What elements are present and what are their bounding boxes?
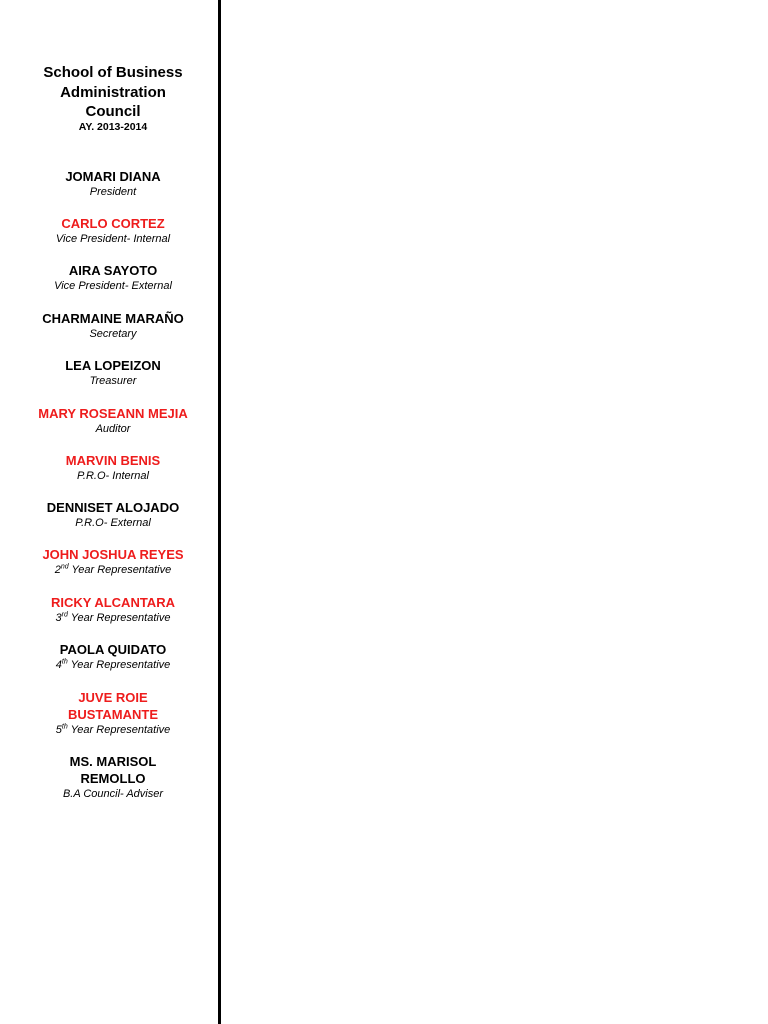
member-role-year-number: 5 bbox=[55, 724, 62, 736]
member-role-ordinal-suffix: th bbox=[61, 658, 68, 666]
member-entry bbox=[0, 357, 226, 388]
member-entry bbox=[0, 262, 226, 293]
member-name: AIRA SAYOTO bbox=[68, 263, 158, 278]
member-role bbox=[0, 563, 226, 577]
blank-content-area bbox=[221, 0, 768, 1024]
academic-year: AY. 2013-2014 bbox=[78, 121, 148, 133]
member-name: MARY ROSEANN MEJIA bbox=[38, 406, 188, 421]
member-entry bbox=[0, 215, 226, 246]
council-title-line-1: School of Business bbox=[43, 64, 183, 81]
member-role: Auditor bbox=[95, 423, 131, 435]
member-role: P.R.O- Internal bbox=[77, 470, 149, 482]
member-role bbox=[0, 723, 226, 737]
member-role-text: Year Representative bbox=[70, 659, 171, 671]
member-role-ordinal-suffix: nd bbox=[60, 563, 69, 571]
member-entry bbox=[0, 546, 226, 577]
member-role-ordinal-suffix: rd bbox=[61, 611, 68, 619]
council-title-line-2: Administration bbox=[60, 83, 166, 101]
member-name: PAOLA QUIDATO bbox=[59, 642, 167, 657]
member-role: Treasurer bbox=[89, 375, 137, 387]
member-role-text: Year Representative bbox=[70, 724, 171, 736]
member-entry bbox=[0, 499, 226, 530]
member-entry bbox=[0, 753, 226, 801]
member-role: Vice President- External bbox=[54, 280, 172, 292]
member-role: Secretary bbox=[89, 328, 137, 340]
member-role: B.A Council- Adviser bbox=[62, 788, 164, 800]
member-name: MS. MARISOL bbox=[69, 754, 157, 769]
member-name: JOMARI DIANA bbox=[65, 169, 161, 184]
member-entry bbox=[0, 452, 226, 483]
member-name: LEA LOPEIZON bbox=[65, 358, 161, 373]
member-name: DENNISET ALOJADO bbox=[46, 500, 180, 515]
member-entry bbox=[0, 405, 226, 436]
member-role: Vice President- Internal bbox=[55, 233, 171, 245]
member-entry bbox=[0, 641, 226, 672]
member-name: MARVIN BENIS bbox=[65, 453, 161, 468]
member-name: JOHN JOSHUA REYES bbox=[42, 547, 184, 562]
member-role-year-number: 3 bbox=[55, 612, 62, 624]
member-role bbox=[0, 611, 226, 625]
member-entry bbox=[0, 310, 226, 341]
member-entry bbox=[0, 594, 226, 625]
member-name: JUVE ROIE bbox=[78, 690, 148, 705]
member-name: CHARMAINE MARAÑO bbox=[42, 311, 184, 326]
member-role bbox=[0, 658, 226, 672]
member-role-year-number: 2 bbox=[54, 564, 61, 576]
council-sidebar bbox=[0, 0, 218, 1024]
member-role-text: Year Representative bbox=[71, 564, 172, 576]
member-entry bbox=[0, 168, 226, 199]
member-role-year-number: 4 bbox=[55, 659, 62, 671]
member-name: REMOLLO bbox=[80, 771, 146, 786]
member-role: P.R.O- External bbox=[75, 517, 151, 529]
member-name: BUSTAMANTE bbox=[67, 707, 159, 722]
member-role-text: Year Representative bbox=[70, 612, 171, 624]
member-name: CARLO CORTEZ bbox=[61, 216, 165, 231]
member-name: RICKY ALCANTARA bbox=[51, 595, 175, 610]
council-title bbox=[0, 63, 226, 122]
member-entry bbox=[0, 689, 226, 737]
member-role-ordinal-suffix: th bbox=[61, 723, 68, 731]
council-title-line-3: Council bbox=[85, 103, 141, 120]
member-role: President bbox=[89, 186, 137, 198]
